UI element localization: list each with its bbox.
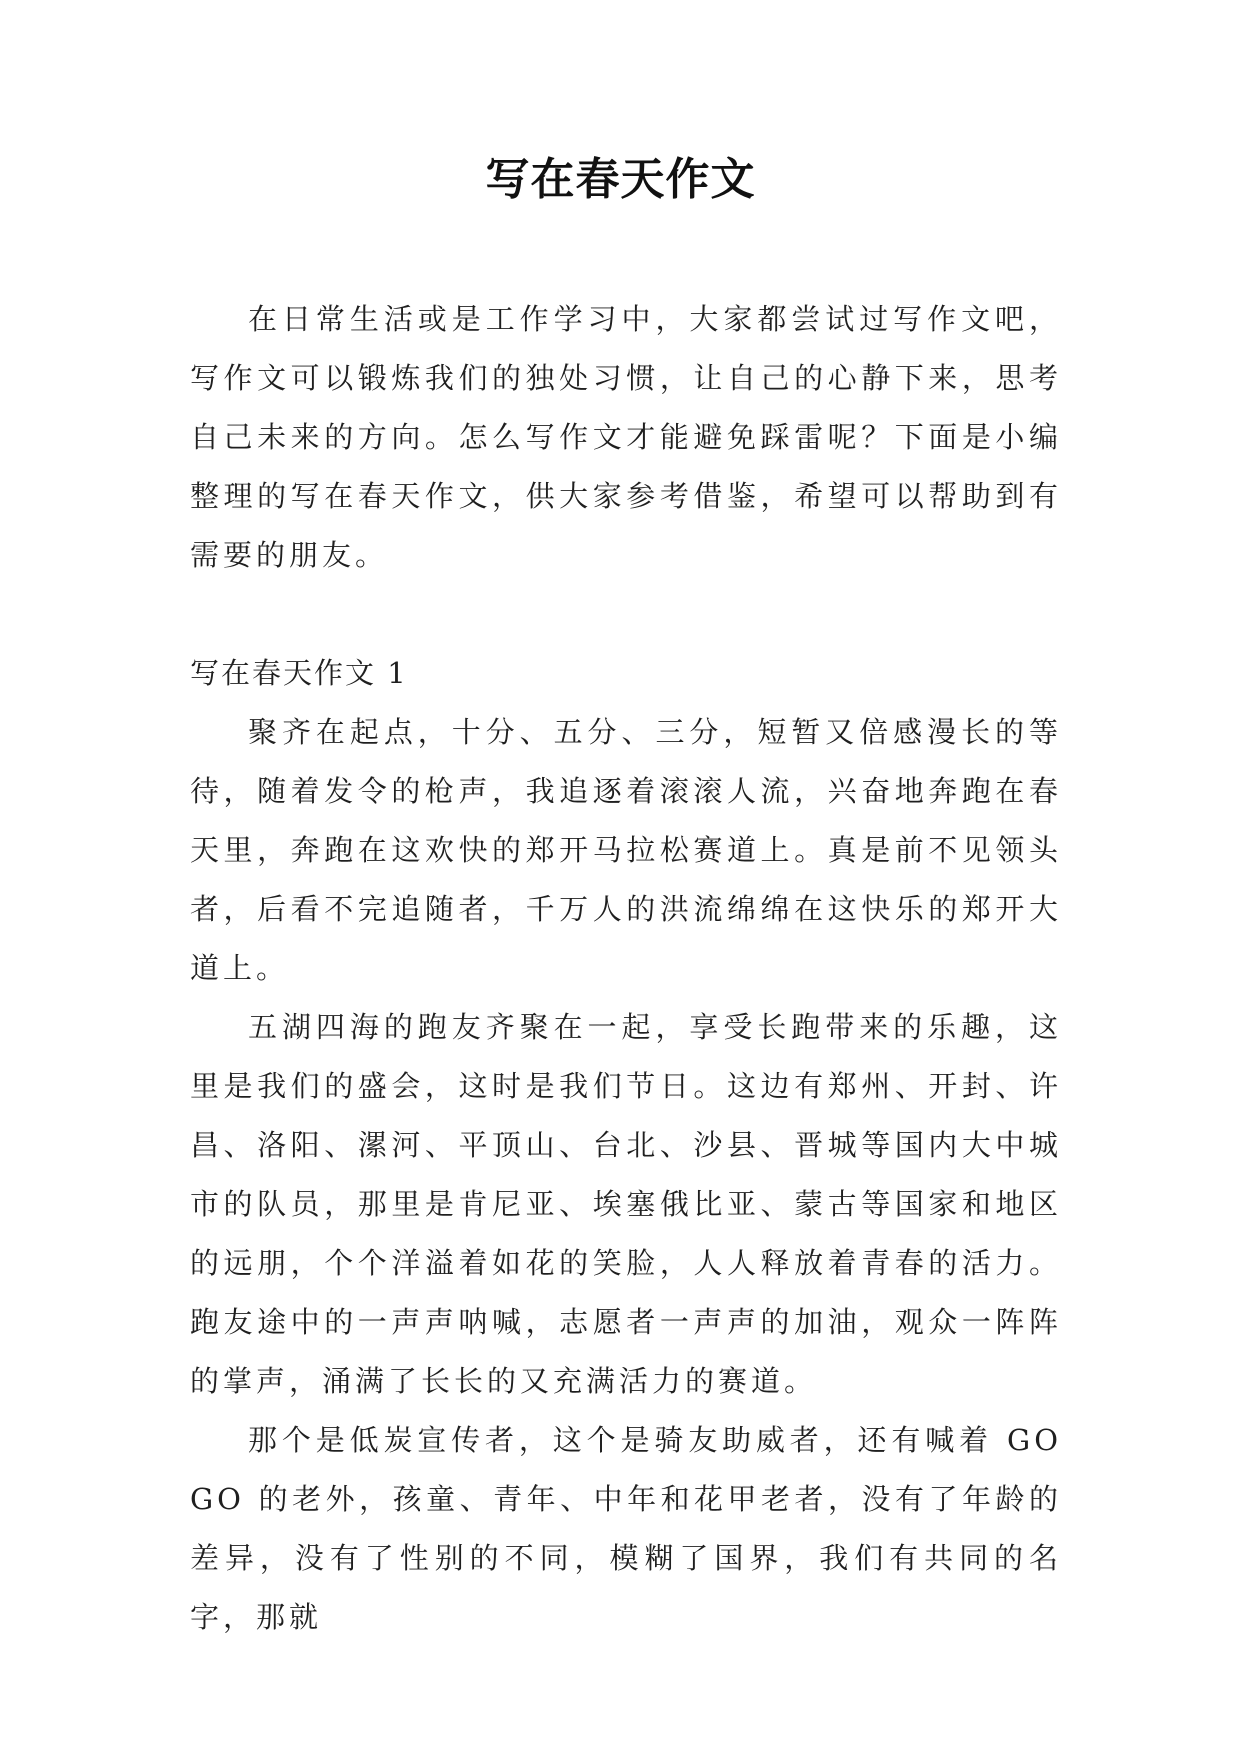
body-paragraph-3: 那个是低炭宣传者，这个是骑友助威者，还有喊着 GO GO 的老外，孩童、青年、中年和花甲老者，没有了年龄的差异，没有了性别的不同，模糊了国界，我们有共同的名字，那就 [190,1423,1062,1634]
section-heading: 写在春天作文 1 [190,656,408,690]
document-body [190,290,1062,1647]
document-title: 写在春天作文 [485,154,756,205]
body-paragraph-1: 聚齐在起点，十分、五分、三分，短暂又倍感漫长的等待，随着发令的枪声，我追逐着滚滚人流，兴奋地奔跑在春天里，奔跑在这欢快的郑开马拉松赛道上。真是前不见领头者，后看不完追随者，千万人的洪流绵绵在这快乐的郑开大道上。 [190,715,1062,985]
body-paragraph-2: 五湖四海的跑友齐聚在一起，享受长跑带来的乐趣，这里是我们的盛会，这时是我们节日。这边有郑州、开封、许昌、洛阳、漯河、平顶山、台北、沙县、晋城等国内大中城市的队员，那里是肯尼亚、埃塞俄比亚、蒙古等国家和地区的远朋，个个洋溢着如花的笑脸，人人释放着青春的活力。跑友途中的一声声呐喊，志愿者一声声的加油，观众一阵阵的掌声，涌满了长长的又充满活力的赛道。 [190,1010,1062,1398]
intro-paragraph: 在日常生活或是工作学习中，大家都尝试过写作文吧，写作文可以锻炼我们的独处习惯，让自己的心静下来，思考自己未来的方向。怎么写作文才能避免踩雷呢？下面是小编整理的写在春天作文，供大家参考借鉴，希望可以帮助到有需要的朋友。 [190,302,1062,572]
